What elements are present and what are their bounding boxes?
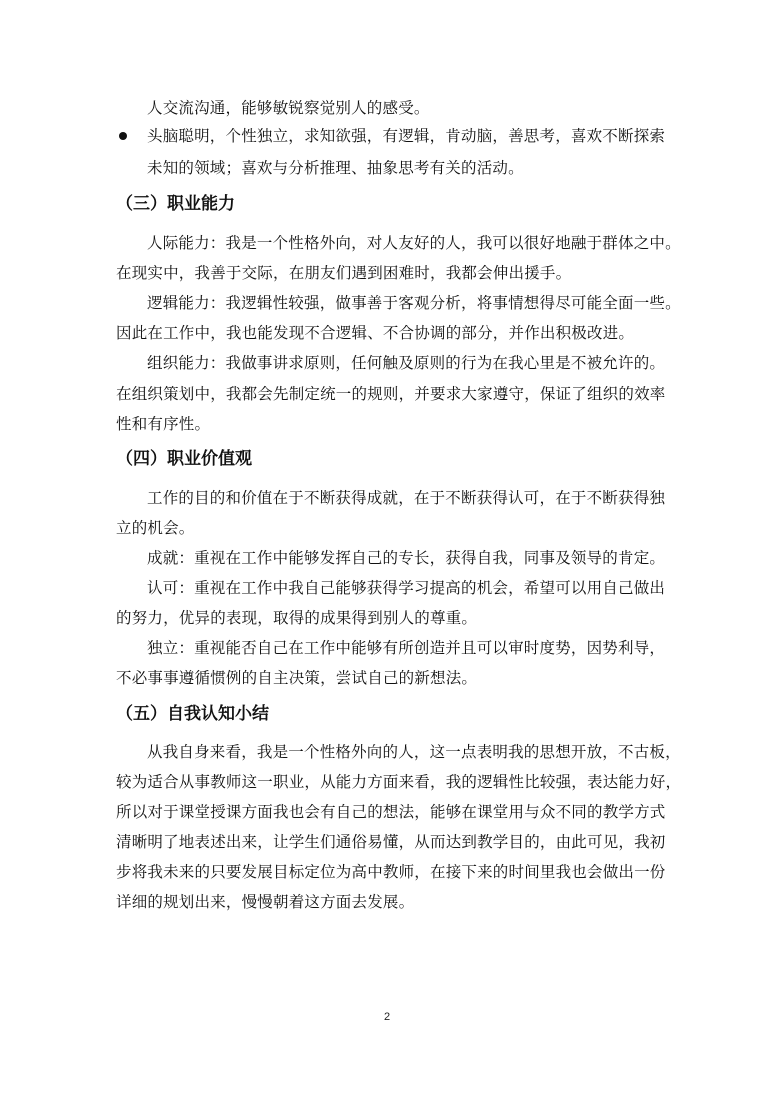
section4-p4-line1: 独立：重视能否自己在工作中能够有所创造并且可以审时度势，因势利导， — [147, 639, 666, 657]
section4-p3-line2: 的努力，优异的表现，取得的成果得到别人的尊重。 — [116, 609, 478, 627]
section4-p1-line1: 工作的目的和价值在于不断获得成就，在于不断获得认可，在于不断获得独 — [147, 489, 666, 507]
section3-p2-line2: 因此在工作中，我也能发现不合逻辑、不合协调的部分，并作出积极改进。 — [116, 324, 635, 342]
section4-p4-line2: 不必事事遵循惯例的自主决策，尝试自己的新想法。 — [116, 669, 478, 687]
section4-p3-line1: 认可：重视在工作中我自己能够获得学习提高的机会，希望可以用自己做出 — [147, 579, 666, 597]
section3-p2-line1: 逻辑能力：我逻辑性较强，做事善于客观分析，将事情想得尽可能全面一些。 — [147, 294, 681, 312]
section4-title: （四）职业价值观 — [116, 449, 252, 469]
section3-p3-line1: 组织能力：我做事讲求原则，任何触及原则的行为在我心里是不被允许的。 — [147, 354, 666, 372]
section3-p1-line1: 人际能力：我是一个性格外向，对人友好的人，我可以很好地融于群体之中。 — [147, 234, 681, 252]
section5-p1-line2: 较为适合从事教师这一职业，从能力方面来看，我的逻辑性比较强，表达能力好， — [116, 773, 682, 791]
section5-p1-line4: 清晰明了地表述出来，让学生们通俗易懂，从而达到教学目的，由此可见，我初 — [116, 833, 666, 851]
bullet-line-1: 头脑聪明，个性独立，求知欲强，有逻辑，肯动脑，善思考，喜欢不断探索 — [147, 127, 666, 145]
section4-p1-line2: 立的机会。 — [116, 519, 195, 537]
section5-p1-line3: 所以对于课堂授课方面我也会有自己的想法，能够在课堂用与众不同的教学方式 — [116, 803, 666, 821]
section4-p2-line1: 成就：重视在工作中能够发挥自己的专长，获得自我，同事及领导的肯定。 — [147, 549, 666, 567]
bullet-line-2: 未知的领域；喜欢与分析推理、抽象思考有关的活动。 — [147, 159, 524, 177]
section3-p1-line2: 在现实中，我善于交际，在朋友们遇到困难时，我都会伸出援手。 — [116, 264, 572, 282]
section5-p1-line1: 从我自身来看，我是一个性格外向的人，这一点表明我的思想开放，不古板， — [147, 743, 681, 761]
section3-p3-line3: 性和有序性。 — [116, 415, 211, 433]
section5-p1-line6: 详细的规划出来，慢慢朝着这方面去发展。 — [116, 893, 415, 911]
bullet-dot-icon — [119, 132, 127, 140]
intro-line: 人交流沟通，能够敏锐察觉别人的感受。 — [147, 99, 430, 117]
section5-title: （五）自我认知小结 — [116, 704, 269, 724]
section3-title: （三）职业能力 — [116, 194, 235, 214]
page-number: 2 — [383, 1011, 391, 1023]
section5-p1-line5: 步将我未来的只要发展目标定位为高中教师，在接下来的时间里我也会做出一份 — [116, 863, 666, 881]
section3-p3-line2: 在组织策划中，我都会先制定统一的规则，并要求大家遵守，保证了组织的效率 — [116, 385, 666, 403]
